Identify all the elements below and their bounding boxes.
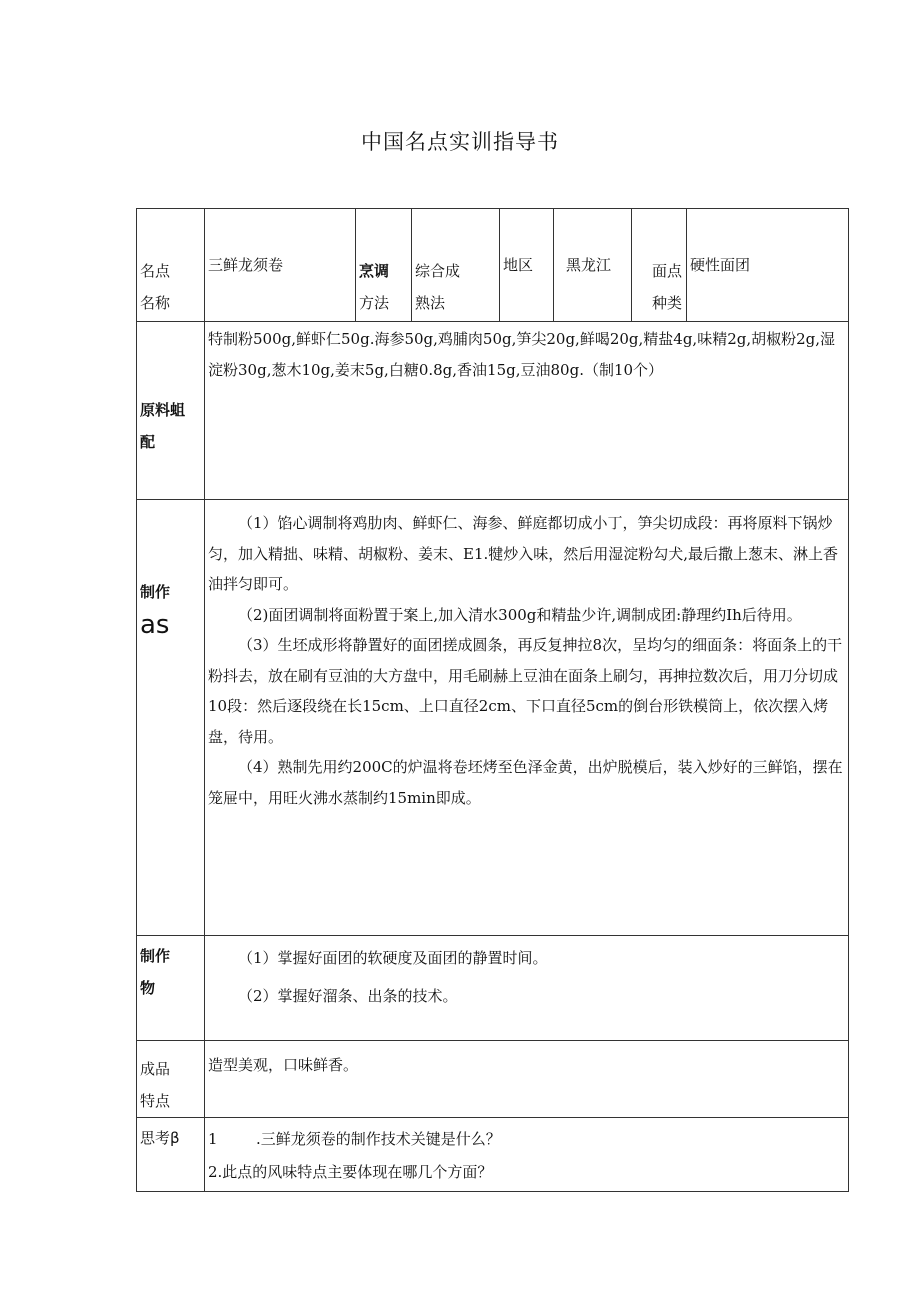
features-text: 造型美观，口味鲜香。 [205,1041,849,1118]
ingredients-label-line2: 配 [140,433,156,451]
process-step-2: （2)面团调制将面粉置于案上,加入清水300g和精盐少许,调制成团:静理约Ih后待用。 [238,605,802,624]
features-row [137,1041,849,1118]
type-value: 硬性面团 [687,209,849,322]
question-1 [208,1122,845,1156]
process-text-cell [205,500,849,936]
method-label-line1: 烹调 [359,262,390,280]
question-1-text: .三鲜龙须卷的制作技术关键是什么？ [256,1130,501,1148]
question-2: 2.此点的风味特点主要体现在哪几个方面？ [208,1163,493,1181]
type-label-cell [632,209,687,322]
ingredients-label-line1: 原料蛆 [140,401,186,419]
questions-row [137,1118,849,1192]
process-step-4: （4）熟制先用约200C的炉温将卷坯烤至色泽金黄，出炉脱模后，装入炒好的三鲜馅，摆在笼屉中，用旺火沸水蒸制约15min即成。 [208,758,843,807]
process-row [137,500,849,936]
method-value-line2: 熟法 [415,294,446,312]
header-row [137,209,849,322]
keys-label-line1: 制作 [140,947,171,965]
dish-name: 三鲜龙须卷 [205,209,356,322]
ingredients-row [137,322,849,500]
keys-row [137,936,849,1041]
region-label: 地区 [500,209,554,322]
process-label-line2: as [140,610,170,640]
questions-label: 思考β [137,1118,205,1192]
keys-text-cell [205,936,849,1041]
method-label-line2: 方法 [359,294,390,312]
guide-table [136,208,849,1192]
page-title: 中国名点实训指导书 [361,130,559,154]
process-label-line1: 制作 [140,583,171,601]
question-1-number: 1 [208,1130,218,1148]
method-value-line1: 综合成 [415,262,461,280]
process-label-cell [137,500,205,936]
name-label-cell [137,209,205,322]
questions-text-cell [205,1118,849,1192]
features-label-cell [137,1041,205,1118]
name-label-line1: 名点 [140,262,171,280]
process-step-3: （3）生坯成形将静置好的面团搓成圆条，再反复抻拉8次，呈均匀的细面条：将面条上的干粉抖去，放在刷有豆油的大方盘中，用毛刷赫上豆油在面条上刷匀，再抻拉数次后，用刀分切成10段：然后逐段绕在长15cm、上口直径2cm、下口直径5cm的倒台形铁模筒上，依次摆入烤盘，待用。 [208,636,843,746]
ingredients-label-cell [137,322,205,500]
ingredients-text-cell [205,322,849,500]
keys-label-line2: 物 [140,979,156,997]
method-label-cell [356,209,412,322]
type-label-line1: 面点 [652,262,683,280]
name-label-line2: 名称 [140,294,171,312]
ingredients-text: 特制粉500g,鲜虾仁50g.海参50g,鸡脯肉50g,笋尖20g,鲜喝20g,精盐4g,味精2g,胡椒粉2g,湿淀粉30g,葱木10g,姜末5g,白糖0.8g,香油15g,豆油80g.（制10个） [208,330,836,379]
features-label-line2: 特点 [140,1092,171,1110]
method-value-cell [412,209,500,322]
process-step-1: （1）馅心调制将鸡肋肉、鲜虾仁、海参、鲜庭都切成小丁，笋尖切成段：再将原料下锅炒匀，加入精拙、味精、胡椒粉、姜末、E1.犍炒入味，然后用湿淀粉勾犬,最后撒上葱末、淋上香油拌匀即可。 [208,514,839,593]
type-label-line2: 种类 [652,294,683,312]
keys-label-cell [137,936,205,1041]
keys-item-1: （1）掌握好面团的软硬度及面团的静置时间。 [238,949,548,967]
region-value: 黑龙江 [554,209,632,322]
features-label-line1: 成品 [140,1060,171,1078]
keys-item-2: （2）掌握好溜条、出条的技术。 [238,987,458,1005]
